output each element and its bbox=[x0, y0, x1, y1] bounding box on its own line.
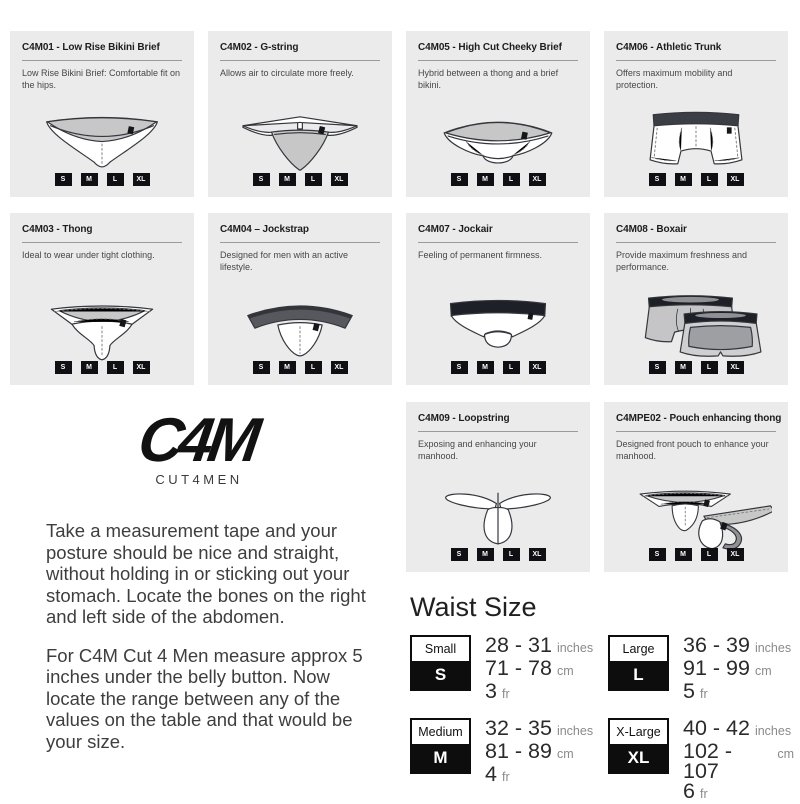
product-description: Designed front pouch to enhance your manhood. bbox=[616, 439, 769, 461]
product-illustration bbox=[610, 486, 782, 540]
fr-unit: fr bbox=[699, 787, 708, 801]
product-illustration bbox=[412, 297, 584, 353]
product-card-c4m04 bbox=[208, 213, 392, 385]
instructions-paragraph-2: For C4M Cut 4 Men measure approx 5 inches under the belly button. Now locate the range between any of the values on the table and that would be your size. bbox=[46, 644, 363, 752]
size-box bbox=[410, 635, 471, 691]
size-badge-m: M bbox=[675, 548, 692, 561]
size-badges bbox=[10, 173, 194, 186]
product-illustration bbox=[214, 115, 386, 165]
inches-unit: inches bbox=[556, 641, 594, 655]
size-badge-xl: XL bbox=[331, 361, 348, 374]
size-badge-l: L bbox=[503, 173, 520, 186]
size-badges bbox=[208, 361, 392, 374]
product-description: Feeling of permanent firmness. bbox=[418, 250, 543, 260]
product-title: C4M02 - G-string bbox=[220, 42, 299, 53]
size-values bbox=[485, 635, 593, 704]
brand-name: CUT4MEN bbox=[155, 472, 243, 487]
inches-unit: inches bbox=[754, 724, 792, 738]
product-title: C4M01 - Low Rise Bikini Brief bbox=[22, 42, 160, 53]
size-badge-xl: XL bbox=[529, 173, 546, 186]
product-card-c4m03 bbox=[10, 213, 194, 385]
size-badge-m: M bbox=[477, 173, 494, 186]
product-illustration bbox=[16, 297, 188, 353]
cm-unit: cm bbox=[777, 747, 794, 761]
title-divider bbox=[616, 431, 776, 432]
cm-value: 91 - 99 bbox=[683, 656, 750, 680]
size-badge-l: L bbox=[107, 173, 124, 186]
pouch-thong-illustration bbox=[620, 475, 772, 551]
cm-unit: cm bbox=[754, 664, 772, 678]
cm-value: 81 - 89 bbox=[485, 739, 552, 763]
size-badge-s: S bbox=[451, 361, 468, 374]
size-badge-xl: XL bbox=[529, 548, 546, 561]
size-badge-s: S bbox=[55, 173, 72, 186]
cm-value: 71 - 78 bbox=[485, 656, 552, 680]
size-badge-xl: XL bbox=[529, 361, 546, 374]
bikini-brief-illustration bbox=[26, 102, 178, 178]
inches-value: 36 - 39 bbox=[683, 633, 750, 657]
size-letter: XL bbox=[610, 744, 667, 772]
size-name: Small bbox=[424, 642, 457, 656]
product-card-c4m07 bbox=[406, 213, 590, 385]
size-badges bbox=[10, 361, 194, 374]
title-divider bbox=[418, 431, 578, 432]
fr-unit: fr bbox=[699, 687, 708, 701]
product-title: C4M06 - Athletic Trunk bbox=[616, 42, 722, 53]
product-card-c4m06 bbox=[604, 31, 788, 197]
size-badges bbox=[406, 173, 590, 186]
size-values bbox=[683, 635, 791, 704]
thong-illustration bbox=[26, 287, 178, 363]
size-badge-s: S bbox=[649, 361, 666, 374]
title-divider bbox=[22, 242, 182, 243]
product-card-c4m09 bbox=[406, 402, 590, 572]
brand-block bbox=[40, 406, 354, 487]
size-badge-m: M bbox=[675, 173, 692, 186]
size-badges bbox=[604, 361, 788, 374]
waist-size-title: Waist Size bbox=[410, 592, 537, 622]
title-divider bbox=[220, 60, 380, 61]
product-description: Exposing and enhancing your manhood. bbox=[418, 439, 537, 461]
fr-unit: fr bbox=[501, 770, 510, 784]
fr-value: 6 bbox=[683, 779, 695, 803]
size-badge-l: L bbox=[107, 361, 124, 374]
inches-value: 32 - 35 bbox=[485, 716, 552, 740]
product-card-c4m01 bbox=[10, 31, 194, 197]
size-badge-s: S bbox=[451, 173, 468, 186]
size-badge-l: L bbox=[305, 361, 322, 374]
size-badge-xl: XL bbox=[727, 173, 744, 186]
size-badge-xl: XL bbox=[133, 361, 150, 374]
size-letter: M bbox=[412, 744, 469, 772]
size-letter: S bbox=[412, 661, 469, 689]
brand-logo: C4M bbox=[134, 406, 260, 475]
product-description: Offers maximum mobility and protection. bbox=[616, 68, 733, 90]
size-badge-m: M bbox=[81, 173, 98, 186]
title-divider bbox=[616, 242, 776, 243]
title-divider bbox=[616, 60, 776, 61]
product-title: C4M03 - Thong bbox=[22, 224, 93, 235]
title-divider bbox=[418, 242, 578, 243]
size-badge-s: S bbox=[451, 548, 468, 561]
size-row-medium bbox=[410, 718, 608, 804]
inches-unit: inches bbox=[754, 641, 792, 655]
size-values bbox=[683, 718, 794, 804]
jockair-illustration bbox=[422, 287, 574, 363]
instructions-paragraph-1: Take a measurement tape and your posture should be nice and straight, without holding in or sticking out your stomach. Locate the bones on the right and left side of the abdomen. bbox=[46, 520, 366, 627]
size-badge-s: S bbox=[253, 173, 270, 186]
jockstrap-illustration bbox=[224, 287, 376, 363]
inches-unit: inches bbox=[556, 724, 594, 738]
product-illustration bbox=[16, 115, 188, 165]
size-badges bbox=[604, 173, 788, 186]
product-description: Designed for men with an active lifestyle. bbox=[220, 250, 349, 272]
size-badge-l: L bbox=[503, 361, 520, 374]
size-badges bbox=[406, 548, 590, 561]
size-row-large bbox=[608, 635, 794, 704]
product-card-c4m02 bbox=[208, 31, 392, 197]
product-description: Allows air to circulate more freely. bbox=[220, 68, 354, 78]
product-description: Provide maximum freshness and performance. bbox=[616, 250, 748, 272]
title-divider bbox=[220, 242, 380, 243]
product-description: Hybrid between a thong and a brief bikini. bbox=[418, 68, 559, 90]
product-title: C4M09 - Loopstring bbox=[418, 413, 510, 424]
size-box bbox=[608, 635, 669, 691]
size-badge-m: M bbox=[279, 361, 296, 374]
size-badge-m: M bbox=[81, 361, 98, 374]
product-illustration bbox=[610, 297, 782, 353]
product-card-c4mpe02 bbox=[604, 402, 788, 572]
size-badges bbox=[208, 173, 392, 186]
size-badge-s: S bbox=[55, 361, 72, 374]
size-badge-m: M bbox=[279, 173, 296, 186]
product-title: C4M04 – Jockstrap bbox=[220, 224, 309, 235]
size-badge-l: L bbox=[305, 173, 322, 186]
fr-value: 5 bbox=[683, 679, 695, 703]
size-badge-s: S bbox=[253, 361, 270, 374]
waist-size-table bbox=[410, 635, 794, 804]
product-illustration bbox=[610, 115, 782, 165]
fr-unit: fr bbox=[501, 687, 510, 701]
size-badge-l: L bbox=[503, 548, 520, 561]
measuring-instructions bbox=[46, 520, 382, 752]
size-badge-l: L bbox=[701, 361, 718, 374]
size-row-small bbox=[410, 635, 608, 704]
product-illustration bbox=[412, 486, 584, 540]
size-box bbox=[608, 718, 669, 774]
product-illustration bbox=[412, 115, 584, 165]
size-badge-xl: XL bbox=[133, 173, 150, 186]
size-badge-m: M bbox=[477, 361, 494, 374]
label-tag-icon bbox=[727, 127, 732, 133]
size-badge-s: S bbox=[649, 173, 666, 186]
cm-unit: cm bbox=[556, 747, 574, 761]
size-badge-l: L bbox=[701, 548, 718, 561]
athletic-trunk-illustration bbox=[620, 102, 772, 178]
size-badges bbox=[406, 361, 590, 374]
product-card-c4m05 bbox=[406, 31, 590, 197]
size-badge-m: M bbox=[675, 361, 692, 374]
boxair-illustration bbox=[620, 287, 772, 363]
size-badge-xl: XL bbox=[727, 361, 744, 374]
product-title: C4MPE02 - Pouch enhancing thong bbox=[616, 413, 782, 424]
inches-value: 28 - 31 bbox=[485, 633, 552, 657]
size-row-xlarge bbox=[608, 718, 794, 804]
fr-value: 3 bbox=[485, 679, 497, 703]
size-name: X-Large bbox=[616, 725, 661, 739]
fr-value: 4 bbox=[485, 762, 497, 786]
product-description: Ideal to wear under tight clothing. bbox=[22, 250, 155, 260]
cm-value: 102 - 107 bbox=[683, 739, 733, 783]
g-string-illustration bbox=[224, 102, 376, 178]
size-name: Large bbox=[622, 642, 655, 656]
size-name: Medium bbox=[418, 725, 463, 739]
size-badge-m: M bbox=[477, 548, 494, 561]
loopstring-illustration bbox=[422, 475, 574, 551]
size-letter: L bbox=[610, 661, 667, 689]
product-illustration bbox=[214, 297, 386, 353]
cm-unit: cm bbox=[556, 664, 574, 678]
inches-value: 40 - 42 bbox=[683, 716, 750, 740]
size-badges bbox=[604, 548, 788, 561]
cheeky-brief-illustration bbox=[422, 102, 574, 178]
size-badge-s: S bbox=[649, 548, 666, 561]
product-title: C4M07 - Jockair bbox=[418, 224, 493, 235]
product-title: C4M05 - High Cut Cheeky Brief bbox=[418, 42, 562, 53]
product-card-c4m08 bbox=[604, 213, 788, 385]
title-divider bbox=[22, 60, 182, 61]
size-badge-xl: XL bbox=[727, 548, 744, 561]
size-box bbox=[410, 718, 471, 774]
title-divider bbox=[418, 60, 578, 61]
size-badge-xl: XL bbox=[331, 173, 348, 186]
product-title: C4M08 - Boxair bbox=[616, 224, 687, 235]
product-description: Low Rise Bikini Brief: Comfortable fit on the hips. bbox=[22, 68, 181, 90]
size-badge-l: L bbox=[701, 173, 718, 186]
size-values bbox=[485, 718, 593, 787]
